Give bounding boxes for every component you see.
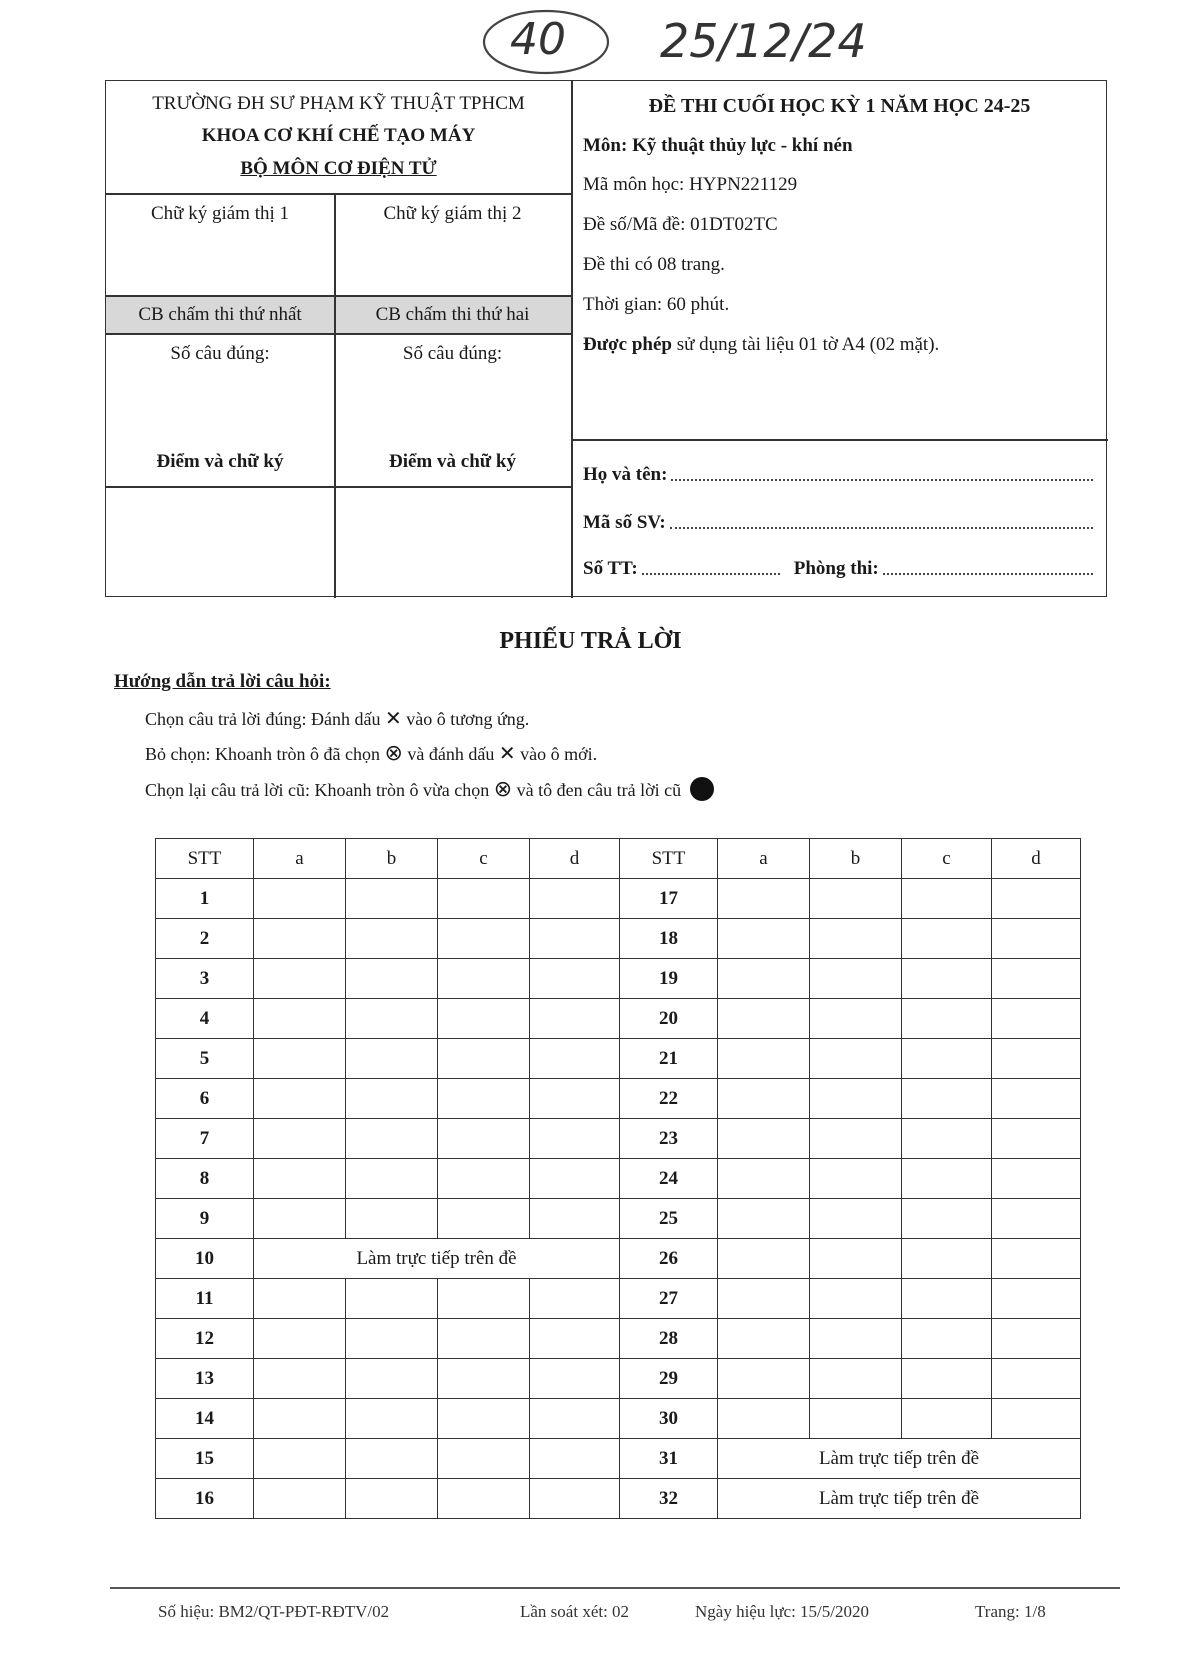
answer-cell-d[interactable] (530, 919, 620, 959)
answer-cell-d[interactable] (992, 919, 1081, 959)
effective-date: Ngày hiệu lực: 15/5/2020 (695, 1602, 869, 1621)
seat-number-label: Số TT: (583, 558, 638, 579)
answer-cell-c[interactable] (902, 1079, 992, 1119)
answer-cell-c[interactable] (438, 1319, 530, 1359)
answer-cell-b[interactable] (346, 1319, 438, 1359)
answer-cell-b[interactable] (346, 1039, 438, 1079)
answer-cell-c[interactable] (438, 1479, 530, 1519)
answer-cell-a[interactable] (254, 1159, 346, 1199)
question-number: 27 (620, 1279, 718, 1319)
answer-cell-a[interactable] (718, 1199, 810, 1239)
instruction-2-text-c: vào ô mới. (520, 744, 598, 764)
question-number: 19 (620, 959, 718, 999)
answer-cell-a[interactable] (254, 959, 346, 999)
answer-cell-d[interactable] (992, 1119, 1081, 1159)
question-number: 17 (620, 879, 718, 919)
answer-cell-c[interactable] (902, 1159, 992, 1199)
exam-room-label: Phòng thi: (793, 558, 879, 579)
answer-cell-a[interactable] (718, 999, 810, 1039)
instruction-1 (145, 706, 529, 730)
answer-cell-c[interactable] (902, 1359, 992, 1399)
answer-cell-b[interactable] (810, 1239, 902, 1279)
answer-cell-a[interactable] (718, 1079, 810, 1119)
answer-cell-a[interactable] (254, 1399, 346, 1439)
answer-cell-b[interactable] (346, 1199, 438, 1239)
allowed-rest: sử dụng tài liệu 01 tờ A4 (02 mặt). (676, 334, 940, 355)
instruction-3-text-a: Chọn lại câu trả lời cũ: Khoanh tròn ô vừa chọn (145, 780, 490, 800)
question-number: 8 (156, 1159, 254, 1199)
answer-cell-a[interactable] (718, 1039, 810, 1079)
direct-answer-note: Làm trực tiếp trên đề (718, 1479, 1081, 1519)
table-row (156, 1439, 1081, 1479)
answer-cell-b[interactable] (810, 1399, 902, 1439)
answer-cell-d[interactable] (530, 1279, 620, 1319)
answer-cell-a[interactable] (254, 879, 346, 919)
answer-cell-d[interactable] (992, 879, 1081, 919)
answer-cell-b[interactable] (810, 1319, 902, 1359)
answer-cell-b[interactable] (810, 1279, 902, 1319)
direct-answer-note: Làm trực tiếp trên đề (718, 1439, 1081, 1479)
answer-cell-c[interactable] (902, 1239, 992, 1279)
answer-cell-b[interactable] (346, 1079, 438, 1119)
question-number: 22 (620, 1079, 718, 1119)
handwritten-date: 25/12/24 (660, 14, 867, 68)
answer-cell-d[interactable] (992, 999, 1081, 1039)
instruction-3-text-b: và tô đen câu trả lời cũ (516, 780, 682, 800)
answer-cell-a[interactable] (254, 1039, 346, 1079)
x-mark-icon: ✕ (384, 706, 402, 730)
col-header-b-right: b (810, 839, 902, 879)
answer-cell-b[interactable] (346, 1479, 438, 1519)
question-number: 5 (156, 1039, 254, 1079)
answer-cell-d[interactable] (992, 1159, 1081, 1199)
question-number: 30 (620, 1399, 718, 1439)
table-row (156, 1119, 1081, 1159)
question-number: 14 (156, 1399, 254, 1439)
page-number: Trang: 1/8 (975, 1602, 1046, 1621)
seat-room-field[interactable] (583, 558, 1093, 580)
answer-cell-c[interactable] (438, 959, 530, 999)
answer-cell-a[interactable] (718, 959, 810, 999)
question-number: 20 (620, 999, 718, 1039)
answer-cell-b[interactable] (810, 919, 902, 959)
answer-cell-d[interactable] (992, 1399, 1081, 1439)
answer-cell-a[interactable] (718, 1399, 810, 1439)
answer-cell-a[interactable] (254, 1439, 346, 1479)
answer-cell-a[interactable] (254, 1119, 346, 1159)
table-row (156, 879, 1081, 919)
exam-duration: Thời gian: 60 phút. (583, 294, 730, 315)
question-number: 24 (620, 1159, 718, 1199)
proctor1-signature-label: Chữ ký giám thị 1 (150, 203, 290, 224)
answer-cell-d[interactable] (992, 1359, 1081, 1399)
answer-cell-c[interactable] (438, 1399, 530, 1439)
question-number: 12 (156, 1319, 254, 1359)
answer-cell-a[interactable] (718, 1319, 810, 1359)
answer-cell-b[interactable] (346, 879, 438, 919)
table-row (156, 1479, 1081, 1519)
exam-code: Đề số/Mã đề: 01DT02TC (583, 214, 778, 235)
col-header-a: a (254, 839, 346, 879)
col-header-a-right: a (718, 839, 810, 879)
answer-cell-c[interactable] (902, 919, 992, 959)
grader1-label: CB chấm thi thứ nhất (138, 304, 302, 325)
revision-number: Lần soát xét: 02 (520, 1602, 630, 1621)
answer-cell-c[interactable] (902, 1119, 992, 1159)
answer-cell-d[interactable] (530, 1079, 620, 1119)
answer-cell-a[interactable] (718, 1279, 810, 1319)
answer-cell-c[interactable] (902, 1039, 992, 1079)
answer-cell-c[interactable] (438, 1119, 530, 1159)
answer-cell-a[interactable] (254, 1359, 346, 1399)
student-name-label: Họ và tên: (583, 464, 668, 485)
question-number: 7 (156, 1119, 254, 1159)
question-number: 6 (156, 1079, 254, 1119)
answer-cell-d[interactable] (992, 1279, 1081, 1319)
answer-cell-b[interactable] (346, 1439, 438, 1479)
correct-count1-label: Số câu đúng: (170, 343, 270, 364)
col-header-stt: STT (156, 839, 254, 879)
allowed-bold: Được phép (583, 334, 672, 355)
materials-allowed (583, 334, 939, 356)
answer-cell-c[interactable] (438, 1039, 530, 1079)
answer-cell-b[interactable] (346, 919, 438, 959)
answer-cell-c[interactable] (902, 1399, 992, 1439)
table-row (156, 919, 1081, 959)
answer-cell-d[interactable] (530, 1319, 620, 1359)
question-number: 11 (156, 1279, 254, 1319)
subject-name: Kỹ thuật thủy lực - khí nén (632, 135, 853, 156)
answer-cell-a[interactable] (254, 1479, 346, 1519)
answer-cell-d[interactable] (992, 1199, 1081, 1239)
instruction-1-text-b: vào ô tương ứng. (406, 709, 530, 729)
answer-cell-b[interactable] (810, 1119, 902, 1159)
direct-answer-note: Làm trực tiếp trên đề (254, 1239, 620, 1279)
proctor2-signature-label: Chữ ký giám thị 2 (383, 203, 522, 224)
table-row (156, 1399, 1081, 1439)
answer-cell-b[interactable] (346, 1399, 438, 1439)
circled-x-icon: ⊗ (384, 741, 403, 766)
answer-cell-d[interactable] (530, 1039, 620, 1079)
table-row (156, 1079, 1081, 1119)
answer-cell-b[interactable] (810, 1159, 902, 1199)
table-row (156, 1359, 1081, 1399)
answer-cell-b[interactable] (346, 1159, 438, 1199)
table-row (156, 1159, 1081, 1199)
question-number: 32 (620, 1479, 718, 1519)
table-row (156, 1239, 1081, 1279)
answer-cell-b[interactable] (346, 1279, 438, 1319)
answer-cell-b[interactable] (810, 999, 902, 1039)
answer-cell-c[interactable] (438, 1199, 530, 1239)
student-id-label: Mã số SV: (583, 512, 666, 533)
answer-cell-b[interactable] (346, 1119, 438, 1159)
answer-table (155, 838, 1081, 1519)
answer-cell-c[interactable] (902, 1319, 992, 1359)
answer-cell-d[interactable] (992, 1239, 1081, 1279)
question-number: 29 (620, 1359, 718, 1399)
answer-cell-d[interactable] (530, 999, 620, 1039)
question-number: 23 (620, 1119, 718, 1159)
answer-cell-c[interactable] (438, 1079, 530, 1119)
question-number: 28 (620, 1319, 718, 1359)
instruction-2 (145, 741, 597, 766)
answer-cell-d[interactable] (992, 1039, 1081, 1079)
filled-circle-icon (690, 777, 714, 801)
x-mark-icon: ✕ (498, 741, 516, 765)
answer-cell-a[interactable] (718, 1119, 810, 1159)
answer-cell-c[interactable] (438, 1439, 530, 1479)
col-header-b: b (346, 839, 438, 879)
answer-cell-b[interactable] (810, 879, 902, 919)
question-number: 18 (620, 919, 718, 959)
answer-cell-d[interactable] (530, 1359, 620, 1399)
grader2-label: CB chấm thi thứ hai (375, 304, 530, 325)
score-signature1-label: Điểm và chữ ký (156, 451, 284, 472)
answer-cell-d[interactable] (530, 879, 620, 919)
table-row (156, 1199, 1081, 1239)
col-header-stt-right: STT (620, 839, 718, 879)
question-number: 21 (620, 1039, 718, 1079)
question-number: 31 (620, 1439, 718, 1479)
question-number: 25 (620, 1199, 718, 1239)
instructions-heading: Hướng dẫn trả lời câu hỏi: (114, 671, 331, 692)
answer-cell-b[interactable] (810, 1039, 902, 1079)
table-row (156, 1039, 1081, 1079)
table-row (156, 959, 1081, 999)
answer-cell-b[interactable] (810, 1199, 902, 1239)
department-name: BỘ MÔN CƠ ĐIỆN TỬ (240, 158, 437, 179)
correct-count2-label: Số câu đúng: (402, 343, 503, 364)
answer-cell-c[interactable] (438, 1279, 530, 1319)
answer-cell-b[interactable] (346, 999, 438, 1039)
handwritten-number: 40 (510, 14, 566, 65)
course-code: Mã môn học: HYPN221129 (583, 174, 798, 195)
answer-cell-a[interactable] (718, 1359, 810, 1399)
question-number: 4 (156, 999, 254, 1039)
answer-cell-d[interactable] (530, 1479, 620, 1519)
answer-cell-d[interactable] (992, 1079, 1081, 1119)
instruction-3 (145, 777, 714, 802)
answer-cell-a[interactable] (718, 879, 810, 919)
answer-cell-d[interactable] (530, 1199, 620, 1239)
answer-cell-a[interactable] (254, 1319, 346, 1359)
answer-cell-c[interactable] (438, 1359, 530, 1399)
subject-line (583, 135, 853, 157)
answer-cell-a[interactable] (254, 1199, 346, 1239)
answer-cell-d[interactable] (530, 1439, 620, 1479)
question-number: 2 (156, 919, 254, 959)
question-number: 15 (156, 1439, 254, 1479)
table-row (156, 1319, 1081, 1359)
instruction-1-text-a: Chọn câu trả lời đúng: Đánh dấu (145, 709, 381, 729)
answer-cell-a[interactable] (718, 919, 810, 959)
answer-cell-d[interactable] (530, 1159, 620, 1199)
school-name: TRƯỜNG ĐH SƯ PHẠM KỸ THUẬT TPHCM (152, 93, 525, 114)
answer-cell-d[interactable] (992, 959, 1081, 999)
form-code: Số hiệu: BM2/QT-PĐT-RĐTV/02 (158, 1602, 390, 1621)
answer-cell-c[interactable] (438, 919, 530, 959)
answer-cell-d[interactable] (530, 959, 620, 999)
col-header-c: c (438, 839, 530, 879)
question-number: 13 (156, 1359, 254, 1399)
answer-cell-c[interactable] (902, 959, 992, 999)
answer-cell-c[interactable] (902, 999, 992, 1039)
question-number: 3 (156, 959, 254, 999)
student-name-field[interactable] (583, 464, 1093, 486)
answer-cell-d[interactable] (530, 1119, 620, 1159)
answer-cell-d[interactable] (530, 1399, 620, 1439)
col-header-c-right: c (902, 839, 992, 879)
answer-cell-a[interactable] (254, 999, 346, 1039)
answer-cell-b[interactable] (810, 1079, 902, 1119)
answer-cell-c[interactable] (902, 1279, 992, 1319)
answer-cell-c[interactable] (438, 1159, 530, 1199)
question-number: 1 (156, 879, 254, 919)
col-header-d: d (530, 839, 620, 879)
question-number: 26 (620, 1239, 718, 1279)
col-header-d-right: d (992, 839, 1081, 879)
subject-label: Môn: (583, 135, 628, 156)
answer-cell-c[interactable] (902, 1199, 992, 1239)
instruction-2-text-b: và đánh dấu (407, 744, 495, 764)
instruction-2-text-a: Bỏ chọn: Khoanh tròn ô đã chọn (145, 744, 380, 764)
answer-cell-a[interactable] (254, 919, 346, 959)
answer-cell-b[interactable] (810, 959, 902, 999)
table-row (156, 1279, 1081, 1319)
answer-sheet-title: PHIẾU TRẢ LỜI (499, 628, 682, 654)
answer-cell-b[interactable] (810, 1359, 902, 1399)
answer-cell-b[interactable] (346, 959, 438, 999)
question-number: 9 (156, 1199, 254, 1239)
answer-cell-c[interactable] (902, 879, 992, 919)
answer-cell-b[interactable] (346, 1359, 438, 1399)
answer-cell-d[interactable] (992, 1319, 1081, 1359)
question-number: 10 (156, 1239, 254, 1279)
answer-cell-a[interactable] (718, 1159, 810, 1199)
faculty-name: KHOA CƠ KHÍ CHẾ TẠO MÁY (201, 125, 476, 146)
answer-cell-a[interactable] (254, 1279, 346, 1319)
answer-cell-c[interactable] (438, 879, 530, 919)
page-count: Đề thi có 08 trang. (583, 254, 725, 275)
student-id-field[interactable] (583, 512, 1093, 534)
score-signature2-label: Điểm và chữ ký (389, 451, 516, 472)
circled-x-icon: ⊗ (493, 777, 513, 802)
exam-header-box (105, 80, 1107, 597)
answer-cell-a[interactable] (718, 1239, 810, 1279)
footer-divider (110, 1587, 1120, 1589)
answer-cell-c[interactable] (438, 999, 530, 1039)
answer-cell-a[interactable] (254, 1079, 346, 1119)
table-row (156, 999, 1081, 1039)
exam-title: ĐỀ THI CUỐI HỌC KỲ 1 NĂM HỌC 24-25 (648, 95, 1031, 117)
table-header-row (156, 839, 1081, 879)
question-number: 16 (156, 1479, 254, 1519)
